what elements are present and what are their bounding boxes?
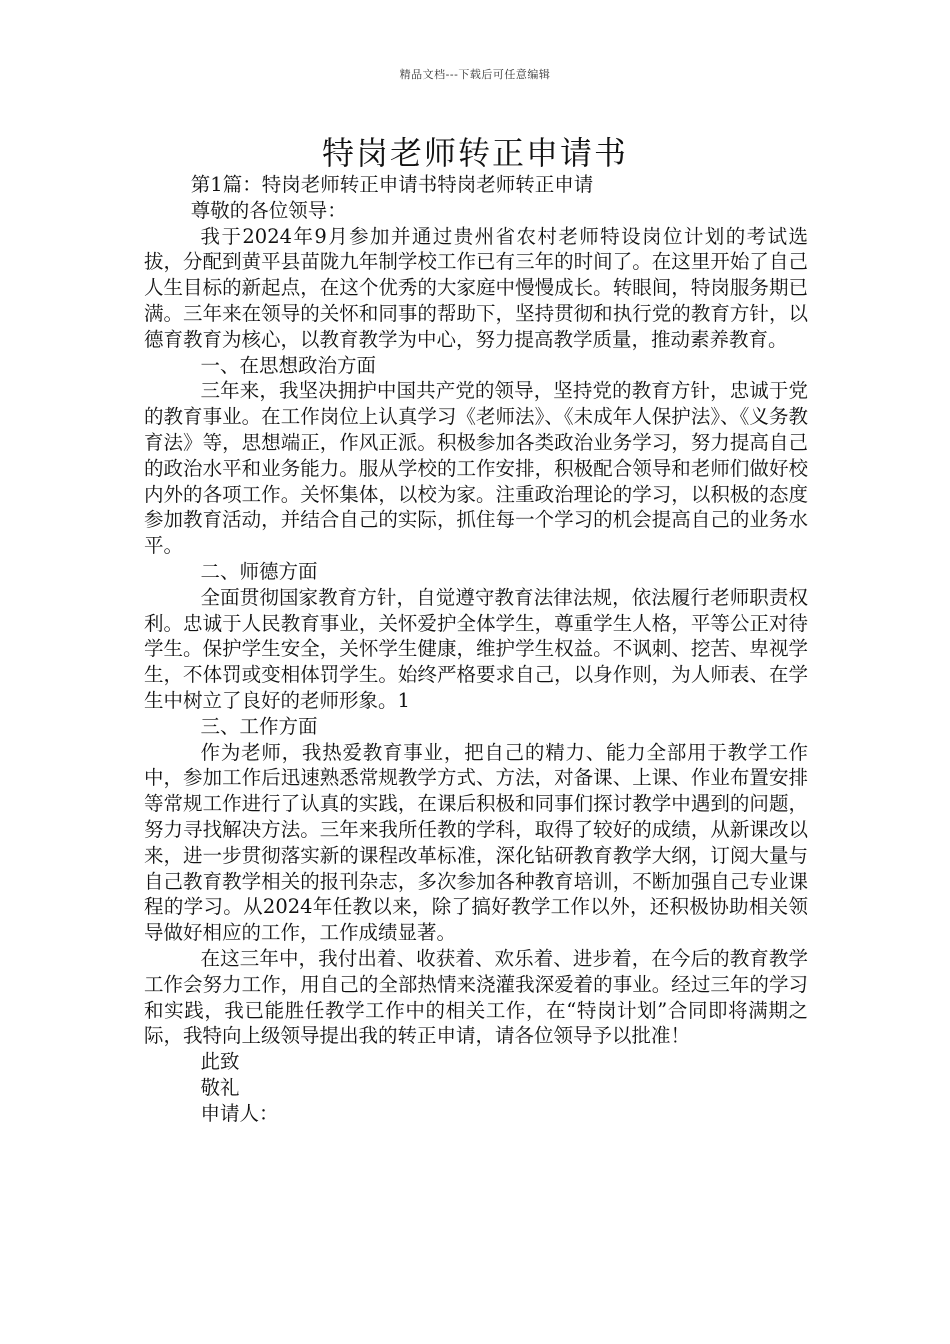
paragraph-work: 作为老师，我热爱教育事业，把自己的精力、能力全部用于教学工作中，参加工作后迅速熟悉常规教学方式、方法，对备课、上课、作业布置安排等常规工作进行了认真的实践，在课后积极和同事们探讨教学中遇到的问题，努力寻找解决方法。三年来我所任教的学科，取得了较好的成绩，从新课改以来，进一步贯彻落实新的课程改革标准，深化钻研教育教学大纲，订阅大量与自己教育教学相关的报刊杂志，多次参加各种教育培训，不断加强自己专业课程的学习。从2024年任教以来，除了搞好教学工作以外，还积极协助相关领导做好相应的工作，工作成绩显著。 [144,740,808,945]
subtitle: 第1篇：特岗老师转正申请书特岗老师转正申请 [190,173,594,196]
document-title: 特岗老师转正申请书 [321,134,628,172]
section-heading-work: 三、工作方面 [200,714,318,738]
section-heading-politics: 一、在思想政治方面 [200,353,377,377]
paragraph-politics: 三年来，我坚决拥护中国共产党的领导，坚持党的教育方针，忠诚于党的教育事业。在工作岗位上认真学习《老师法》、《未成年人保护法》、《义务教育法》等，思想端正，作风正派。积极参加各类政治业务学习，努力提高自己的政治水平和业务能力。服从学校的工作安排，积极配合领导和老师们做好校内外的各项工作。关怀集体，以校为家。注重政治理论的学习，以积极的态度参加教育活动，并结合自己的实际，抓住每一个学习的机会提高自己的业务水平。 [144,379,808,558]
paragraph-conclusion: 在这三年中，我付出着、收获着、欢乐着、进步着，在今后的教育教学工作会努力工作，用自己的全部热情来浇灌我深爱着的事业。经过三年的学习和实践，我已能胜任教学工作中的相关工作，在“特岗计划”合同即将满期之际，我特向上级领导提出我的转正申请，请各位领导予以批准！ [144,946,808,1048]
paragraph-intro: 我于2024年9月参加并通过贵州省农村老师特设岗位计划的考试选拔，分配到黄平县苗陇九年制学校工作已有三年的时间了。在这里开始了自己人生目标的新起点，在这个优秀的大家庭中慢慢成长。转眼间，特岗服务期已满。三年来在领导的关怀和同事的帮助下，坚持贯彻和执行党的教育方针，以德育教育为核心，以教育教学为中心，努力提高教学质量，推动素养教育。 [144,224,808,351]
closing-applicant: 申请人： [200,1101,279,1125]
paragraph-ethics: 全面贯彻国家教育方针，自觉遵守教育法律法规，依法履行老师职责权利。忠诚于人民教育事业，关怀爱护全体学生，尊重学生人格，平等公正对待学生。保护学生安全，关怀学生健康，维护学生权益。不讽刺、挖苦、卑视学生，不体罚或变相体罚学生。始终严格要求自己，以身作则，为人师表、在学生中树立了良好的老师形象。1 [144,585,808,712]
closing-ci-zhi: 此致 [200,1050,240,1074]
salutation: 尊敬的各位领导： [190,198,347,222]
closing-jing-li: 敬礼 [200,1075,240,1099]
document-body [144,172,808,1126]
section-heading-ethics: 二、师德方面 [200,559,318,583]
header-note: 精品文档---下载后可任意编辑 [399,68,551,81]
